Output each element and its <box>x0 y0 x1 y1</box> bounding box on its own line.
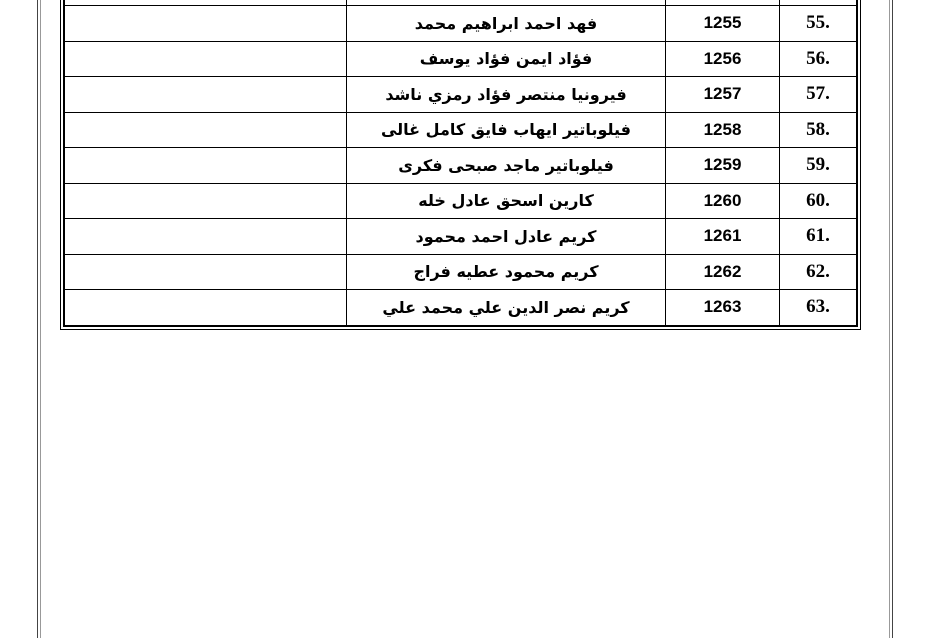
row-code: 1257 <box>666 77 780 113</box>
row-number: 55. <box>780 6 857 42</box>
row-blank-cell <box>65 219 347 255</box>
row-number: 61. <box>780 219 857 255</box>
row-blank-cell <box>65 183 347 219</box>
row-code: 1261 <box>666 219 780 255</box>
row-blank-cell <box>65 148 347 184</box>
row-name: كارين اسحق عادل خله <box>347 183 666 219</box>
row-blank-cell <box>65 112 347 148</box>
row-code: 1260 <box>666 183 780 219</box>
row-number: 59. <box>780 148 857 184</box>
row-blank-cell <box>65 290 347 326</box>
row-blank-cell <box>65 41 347 77</box>
row-name: فؤاد ايمن فؤاد يوسف <box>347 41 666 77</box>
names-table-grid <box>64 0 857 326</box>
row-name: كريم محمود عطيه فراج <box>347 254 666 290</box>
row-number: 63. <box>780 290 857 326</box>
table-row <box>65 77 857 113</box>
row-number: 58. <box>780 112 857 148</box>
row-name: كريم نصر الدين علي محمد علي <box>347 290 666 326</box>
row-name: فيلوباتير ايهاب فايق كامل غالى <box>347 112 666 148</box>
names-table <box>60 0 861 330</box>
row-name: كريم عادل احمد محمود <box>347 219 666 255</box>
row-blank-cell <box>65 77 347 113</box>
row-name: فهد احمد ابراهيم محمد <box>347 6 666 42</box>
table-row <box>65 183 857 219</box>
row-number: 62. <box>780 254 857 290</box>
row-code: 1263 <box>666 290 780 326</box>
row-code: 1256 <box>666 41 780 77</box>
table-row <box>65 219 857 255</box>
row-number: 56. <box>780 41 857 77</box>
row-blank-cell <box>65 6 347 42</box>
row-name: فيرونيا منتصر فؤاد رمزي ناشد <box>347 77 666 113</box>
row-number: 60. <box>780 183 857 219</box>
row-blank-cell <box>65 254 347 290</box>
row-name: فيلوباتير ماجد صبحى فكرى <box>347 148 666 184</box>
row-code: 1259 <box>666 148 780 184</box>
table-row <box>65 41 857 77</box>
row-number: 57. <box>780 77 857 113</box>
row-code: 1255 <box>666 6 780 42</box>
row-code: 1258 <box>666 112 780 148</box>
table-row <box>65 6 857 42</box>
row-code: 1262 <box>666 254 780 290</box>
table-row <box>65 290 857 326</box>
table-row <box>65 148 857 184</box>
table-row <box>65 112 857 148</box>
table-row <box>65 254 857 290</box>
